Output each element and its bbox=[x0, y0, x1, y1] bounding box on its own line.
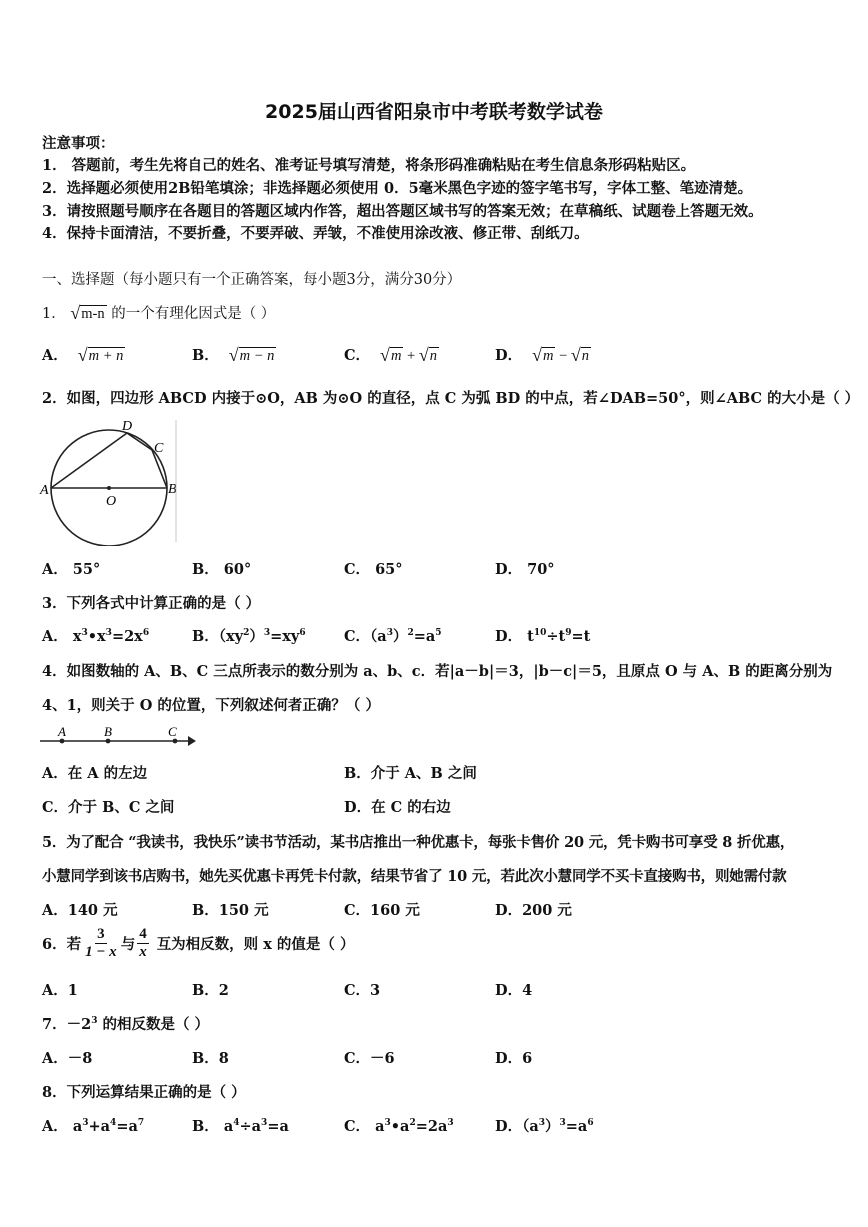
q8-option-c[interactable]: C． $a^3•a^2=2a^3$ bbox=[344, 1118, 454, 1135]
q1-options bbox=[42, 344, 842, 370]
circle-figure bbox=[36, 414, 186, 546]
center-point bbox=[107, 486, 111, 490]
question-number: 1． bbox=[42, 306, 66, 322]
label-c: C bbox=[154, 441, 164, 456]
fraction-1: $\frac{3}{1 - x}$ bbox=[85, 926, 117, 960]
label-b: B bbox=[168, 482, 177, 497]
fraction-2: $\frac{4}{x}$ bbox=[139, 926, 147, 960]
q1-option-a[interactable]: A． √m + n bbox=[42, 345, 124, 365]
question-6-mid: 与 bbox=[120, 936, 136, 953]
question-6-prefix: 6．若 bbox=[42, 936, 82, 953]
notice-heading: 注意事项： bbox=[42, 135, 115, 152]
question-2: 2．如图，四边形 ABCD 内接于⊙O，AB 为⊙O 的直径，点 C 为弧 BD 的中点，若∠DAB=50°，则∠ABC 的大小是（ ） bbox=[42, 390, 860, 407]
question-8: 8．下列运算结果正确的是（ ） bbox=[42, 1084, 246, 1101]
question-6-suffix: 互为相反数，则 x 的值是（ ） bbox=[156, 936, 355, 953]
q8-option-b[interactable]: B． $a^4\div a^3=a$ bbox=[192, 1118, 289, 1135]
arrow-right-icon bbox=[188, 736, 196, 746]
q7-option-a[interactable]: A．－8 bbox=[42, 1050, 93, 1067]
label-a: A bbox=[40, 483, 49, 498]
label-d: D bbox=[122, 419, 133, 434]
notice-item-3: 3．请按照题号顺序在各题目的答题区域内作答，超出答题区域书写的答案无效；在草稿纸、试题卷上答题无效。 bbox=[42, 203, 763, 220]
notice-item-2: 2．选择题必须使用2B铅笔填涂；非选择题必须使用 0．5毫米黑色字迹的签字笔书写，字体工整、笔迹清楚。 bbox=[42, 180, 753, 197]
q1-option-c[interactable]: C． √m + √n bbox=[344, 345, 437, 365]
label-o: O bbox=[106, 494, 117, 509]
q3-option-b[interactable]: B．$(xy^2)^3=xy^6$ bbox=[192, 628, 306, 645]
q7-option-c[interactable]: C．－6 bbox=[344, 1050, 395, 1067]
axis-label-a: A bbox=[58, 724, 66, 739]
q5-option-b[interactable]: B．150 元 bbox=[192, 902, 269, 919]
point-a bbox=[60, 739, 65, 744]
q2-option-a[interactable]: A． 55° bbox=[42, 561, 101, 578]
notice-item-4: 4．保持卡面清洁，不要折叠，不要弄破、弄皱，不准使用涂改液、修正带、刮纸刀。 bbox=[42, 225, 589, 242]
q6-option-c[interactable]: C．3 bbox=[344, 982, 381, 999]
q6-option-d[interactable]: D．4 bbox=[495, 982, 533, 999]
q6-option-b[interactable]: B．2 bbox=[192, 982, 229, 999]
question-5-line1: 5．为了配合 “我读书，我快乐”读书节活动，某书店推出一种优惠卡，每张卡售价 20 元，凭卡购书可享受 8 折优惠， bbox=[42, 834, 795, 851]
q6-option-a[interactable]: A．1 bbox=[42, 982, 78, 999]
axis-label-b: B bbox=[104, 724, 112, 739]
page-title: 2025届山西省阳泉市中考联考数学试卷 bbox=[265, 101, 603, 123]
q1-option-d[interactable]: D． √m − √n bbox=[495, 345, 590, 365]
q5-option-a[interactable]: A．140 元 bbox=[42, 902, 118, 919]
point-c bbox=[173, 739, 178, 744]
chord-dc bbox=[127, 433, 152, 450]
q4-option-b[interactable]: B．介于 A、B 之间 bbox=[344, 765, 477, 782]
radical-expression: √m-n bbox=[70, 303, 105, 323]
question-5-line2: 小慧同学到该书店购书，她先买优惠卡再凭卡付款，结果节省了 10 元，若此次小慧同学不买卡直接购书，则她需付款 bbox=[42, 868, 787, 885]
q7-option-d[interactable]: D．6 bbox=[495, 1050, 533, 1067]
q8-option-d[interactable]: D．$(a^3)^3=a^6$ bbox=[495, 1118, 594, 1135]
notice-item-1: 1． 答题前，考生先将自己的姓名、准考证号填写清楚，将条形码准确粘贴在考生信息条形码粘贴区。 bbox=[42, 157, 696, 174]
question-6 bbox=[42, 926, 354, 961]
q4-option-d[interactable]: D．在 C 的右边 bbox=[344, 799, 451, 816]
axis-label-c: C bbox=[168, 724, 177, 739]
q2-option-b[interactable]: B． 60° bbox=[192, 561, 252, 578]
question-3: 3．下列各式中计算正确的是（ ） bbox=[42, 595, 261, 612]
q3-option-c[interactable]: C．$(a^3)^2=a^5$ bbox=[344, 628, 442, 645]
q5-option-d[interactable]: D．200 元 bbox=[495, 902, 572, 919]
q4-option-c[interactable]: C．介于 B、C 之间 bbox=[42, 799, 175, 816]
question-text: 的一个有理化因式是（ ） bbox=[111, 306, 276, 322]
q5-option-c[interactable]: C．160 元 bbox=[344, 902, 420, 919]
question-1 bbox=[42, 302, 275, 324]
q4-option-a[interactable]: A．在 A 的左边 bbox=[42, 765, 148, 782]
q2-option-c[interactable]: C． 65° bbox=[344, 561, 403, 578]
q1-option-b[interactable]: B． √m − n bbox=[192, 345, 275, 365]
q8-option-a[interactable]: A． $a^3+a^4=a^7$ bbox=[42, 1118, 145, 1135]
q3-option-d[interactable]: D． $t^{10}\div t^9=t$ bbox=[495, 628, 591, 645]
section-heading: 一、选择题（每小题只有一个正确答案，每小题3分，满分30分） bbox=[42, 272, 462, 288]
q7-option-b[interactable]: B．8 bbox=[192, 1050, 229, 1067]
point-b bbox=[106, 739, 111, 744]
question-7: 7．$-2^3$ 的相反数是（ ） bbox=[42, 1016, 210, 1033]
question-4-line2: 4、1，则关于 O 的位置，下列叙述何者正确？（ ） bbox=[42, 697, 380, 714]
chord-ad bbox=[51, 433, 127, 488]
q2-option-d[interactable]: D． 70° bbox=[495, 561, 555, 578]
number-line-figure bbox=[38, 724, 198, 750]
question-4-line1: 4．如图数轴的 A、B、C 三点所表示的数分别为 a、b、c．若|a－b|＝3，|b－c|＝5，且原点 O 与 A、B 的距离分别为 bbox=[42, 663, 833, 680]
q3-option-a[interactable]: A． $x^3•x^3=2x^6$ bbox=[42, 628, 150, 645]
